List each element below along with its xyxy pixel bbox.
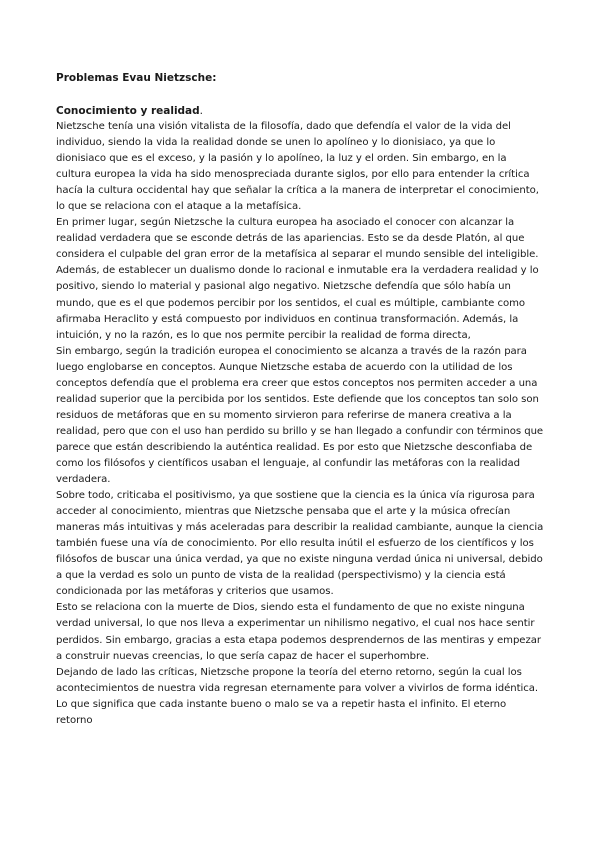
- paragraph: Nietzsche tenía una visión vitalista de la filosofía, dado que defendía el valor de la vida del individuo, siendo la vida la realidad donde se unen lo apolíneo y lo dionisiaco, ya que lo dionisiaco que es el exceso, y la pasión y lo apolíneo, la luz y el orden. Sin embargo, en la cultura europea la vida ha sido menospreciada durante siglos, por ello para entender la crítica hacía la cultura occidental hay que señalar la crítica a la manera de interpretar el conocimiento, lo que se relaciona con el ataque a la metafísica.: [56, 121, 539, 213]
- paragraph: Esto se relaciona con la muerte de Dios, siendo esta el fundamento de que no existe ninguna verdad universal, lo que nos lleva a experimentar un nihilismo negativo, el cual nos hace sentir perdidos. Sin embargo, gracias a esta etapa podemos desprendernos de las mentiras y empezar a construir nuevas creencias, lo que sería capaz de hacer el superhombre.: [56, 602, 541, 662]
- paragraph: Dejando de lado las críticas, Nietzsche propone la teoría del eterno retorno, según la cual los acontecimientos de nuestra vida regresan eternamente para volver a vivirlos de forma idéntica. Lo que significa que cada instante bueno o malo se va a repetir hasta el infinito. El eterno retorno: [56, 666, 539, 726]
- document-title: Problemas Evau Nietzsche:: [56, 72, 217, 84]
- section-heading-punct: .: [199, 105, 204, 117]
- section-heading-text: Conocimiento y realidad: [56, 105, 200, 117]
- paragraph: En primer lugar, según Nietzsche la cultura europea ha asociado el conocer con alcanzar la realidad verdadera que se esconde detrás de las apariencias. Esto se da desde Platón, al que considera el culpable del gran error de la metafísica al separar el mundo sensible del inteligible. Además, de establecer un dualismo donde lo racional e inmutable era la verdadera realidad y lo positivo, siendo lo material y pasional algo negativo. Nietzsche defendía que sólo había un mundo, que es el que podemos percibir por los sentidos, el cual es múltiple, cambiante como afirmaba Heraclito y está compuesto por individuos en continua transformación. Además, la intuición, y no la razón, es lo que nos permite percibir la realidad de forma directa,: [56, 217, 539, 341]
- paragraph: Sobre todo, criticaba el positivismo, ya que sostiene que la ciencia es la única vía rigurosa para acceder al conocimiento, mientras que Nietzsche pensaba que el arte y la música ofrecían maneras más intuitivas y más aceleradas para describir la realidad cambiante, aunque la ciencia también fuese una vía de conocimiento. Por ello resulta inútil el esfuerzo de los científicos y los filósofos de buscar una única verdad, ya que no existe ninguna verdad única ni universal, debido a que la verdad es solo un punto de vista de la realidad (perspectivismo) y la ciencia está condicionada por las metáforas y criterios que usamos.: [56, 490, 544, 598]
- paragraph: Sin embargo, según la tradición europea el conocimiento se alcanza a través de la razón para luego englobarse en conceptos. Aunque Nietzsche estaba de acuerdo con la utilidad de los conceptos defendía que el problema era creer que estos conceptos nos permiten acceder a una realidad superior que la percibida por los sentidos. Este defiende que los conceptos tan solo son residuos de metáforas que en su momento sirvieron para referirse de manera creativa a la realidad, pero que con el uso han perdido su brillo y se han llegado a confundir con términos que parece que están describiendo la auténtica realidad. Es por esto que Nietzsche desconfiaba de como los filósofos y científicos usaban el lenguaje, al confundir las metáforas con la realidad verdadera.: [56, 345, 544, 486]
- section-heading: [56, 103, 544, 119]
